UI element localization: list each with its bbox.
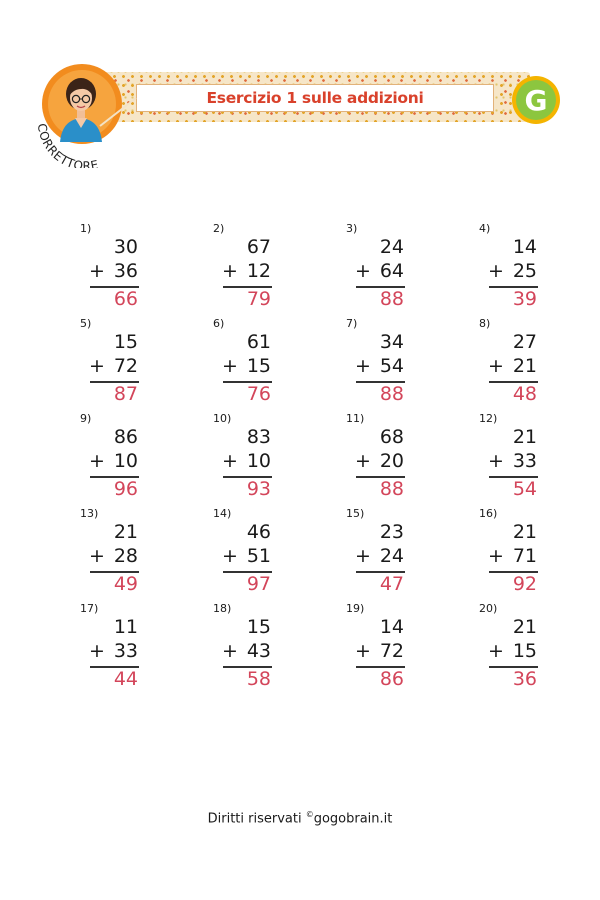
answer-value: 97 [246,573,271,595]
addition-problem [75,505,208,600]
copyright-site: gogobrain.it [313,811,393,827]
plus-sign: + [89,355,105,377]
second-addend: 15 [246,355,271,377]
addition-problem [474,220,600,315]
corrector-badge [30,58,140,168]
problem-number: 17) [80,602,99,615]
problem-number: 6) [213,317,225,330]
problem-number: 19) [346,602,365,615]
second-addend: 36 [113,260,138,282]
problem-number: 8) [479,317,491,330]
second-addend: 20 [379,450,404,472]
addition-problem [341,410,474,505]
addition-problem [341,600,474,695]
copyright-text: Diritti riservati [207,811,306,827]
second-addend: 51 [246,545,271,567]
addition-problem [75,315,208,410]
second-addend: 71 [512,545,537,567]
answer-value: 39 [512,288,537,310]
first-addend: 14 [512,236,537,258]
second-addend: 25 [512,260,537,282]
answer-value: 54 [512,478,537,500]
answer-value: 88 [379,383,404,405]
problem-number: 11) [346,412,365,425]
answer-value: 79 [246,288,271,310]
second-addend: 10 [113,450,138,472]
first-addend: 67 [246,236,271,258]
addition-problems-grid [75,220,565,695]
second-addend: 21 [512,355,537,377]
second-addend: 54 [379,355,404,377]
addition-problem [208,410,341,505]
plus-sign: + [355,355,371,377]
addition-problem [208,505,341,600]
addition-problem [75,410,208,505]
answer-value: 87 [113,383,138,405]
plus-sign: + [488,545,504,567]
plus-sign: + [222,355,238,377]
plus-sign: + [355,640,371,662]
plus-sign: + [488,640,504,662]
problem-number: 15) [346,507,365,520]
problem-number: 13) [80,507,99,520]
plus-sign: + [355,545,371,567]
addition-problem [474,505,600,600]
first-addend: 21 [113,521,138,543]
plus-sign: + [355,260,371,282]
addition-problem [75,600,208,695]
first-addend: 14 [379,616,404,638]
first-addend: 21 [512,426,537,448]
gogobrain-logo [510,74,562,126]
problem-number: 16) [479,507,498,520]
second-addend: 12 [246,260,271,282]
first-addend: 15 [113,331,138,353]
first-addend: 30 [113,236,138,258]
plus-sign: + [222,545,238,567]
problem-number: 7) [346,317,358,330]
addition-problem [341,505,474,600]
problem-number: 10) [213,412,232,425]
plus-sign: + [222,450,238,472]
answer-value: 96 [113,478,138,500]
problem-number: 18) [213,602,232,615]
addition-problem [208,220,341,315]
addition-problem [208,600,341,695]
addition-problem [341,220,474,315]
first-addend: 68 [379,426,404,448]
problem-number: 1) [80,222,92,235]
addition-problem [341,315,474,410]
problem-number: 5) [80,317,92,330]
second-addend: 10 [246,450,271,472]
plus-sign: + [222,640,238,662]
first-addend: 21 [512,616,537,638]
plus-sign: + [488,260,504,282]
first-addend: 24 [379,236,404,258]
first-addend: 15 [246,616,271,638]
logo-letter: G [524,84,548,117]
plus-sign: + [355,450,371,472]
plus-sign: + [488,450,504,472]
problem-number: 2) [213,222,225,235]
second-addend: 64 [379,260,404,282]
addition-problem [474,600,600,695]
first-addend: 83 [246,426,271,448]
addition-problem [474,315,600,410]
second-addend: 24 [379,545,404,567]
answer-value: 92 [512,573,537,595]
problem-number: 4) [479,222,491,235]
answer-value: 66 [113,288,138,310]
first-addend: 46 [246,521,271,543]
answer-value: 48 [512,383,537,405]
addition-problem [75,220,208,315]
plus-sign: + [89,545,105,567]
answer-value: 44 [113,668,138,690]
plus-sign: + [222,260,238,282]
answer-value: 49 [113,573,138,595]
first-addend: 27 [512,331,537,353]
first-addend: 23 [379,521,404,543]
first-addend: 11 [113,616,138,638]
copyright-footer [0,810,600,826]
corrector-label: CORRETTORE [34,122,101,168]
problem-number: 3) [346,222,358,235]
answer-value: 93 [246,478,271,500]
second-addend: 15 [512,640,537,662]
second-addend: 33 [113,640,138,662]
title-box [136,84,494,112]
plus-sign: + [89,260,105,282]
problem-number: 9) [80,412,92,425]
first-addend: 21 [512,521,537,543]
plus-sign: + [89,450,105,472]
first-addend: 86 [113,426,138,448]
second-addend: 72 [379,640,404,662]
addition-problem [474,410,600,505]
answer-value: 76 [246,383,271,405]
page-title: Esercizio 1 sulle addizioni [206,89,424,107]
second-addend: 33 [512,450,537,472]
copyright-symbol: © [305,810,314,819]
answer-value: 36 [512,668,537,690]
g-logo-icon [510,74,562,126]
second-addend: 28 [113,545,138,567]
addition-problem [208,315,341,410]
first-addend: 61 [246,331,271,353]
second-addend: 43 [246,640,271,662]
answer-value: 88 [379,478,404,500]
answer-value: 88 [379,288,404,310]
problem-number: 12) [479,412,498,425]
problem-number: 20) [479,602,498,615]
problem-number: 14) [213,507,232,520]
answer-value: 58 [246,668,271,690]
answer-value: 47 [379,573,404,595]
plus-sign: + [89,640,105,662]
first-addend: 34 [379,331,404,353]
second-addend: 72 [113,355,138,377]
plus-sign: + [488,355,504,377]
answer-value: 86 [379,668,404,690]
teacher-avatar-icon [30,58,140,168]
